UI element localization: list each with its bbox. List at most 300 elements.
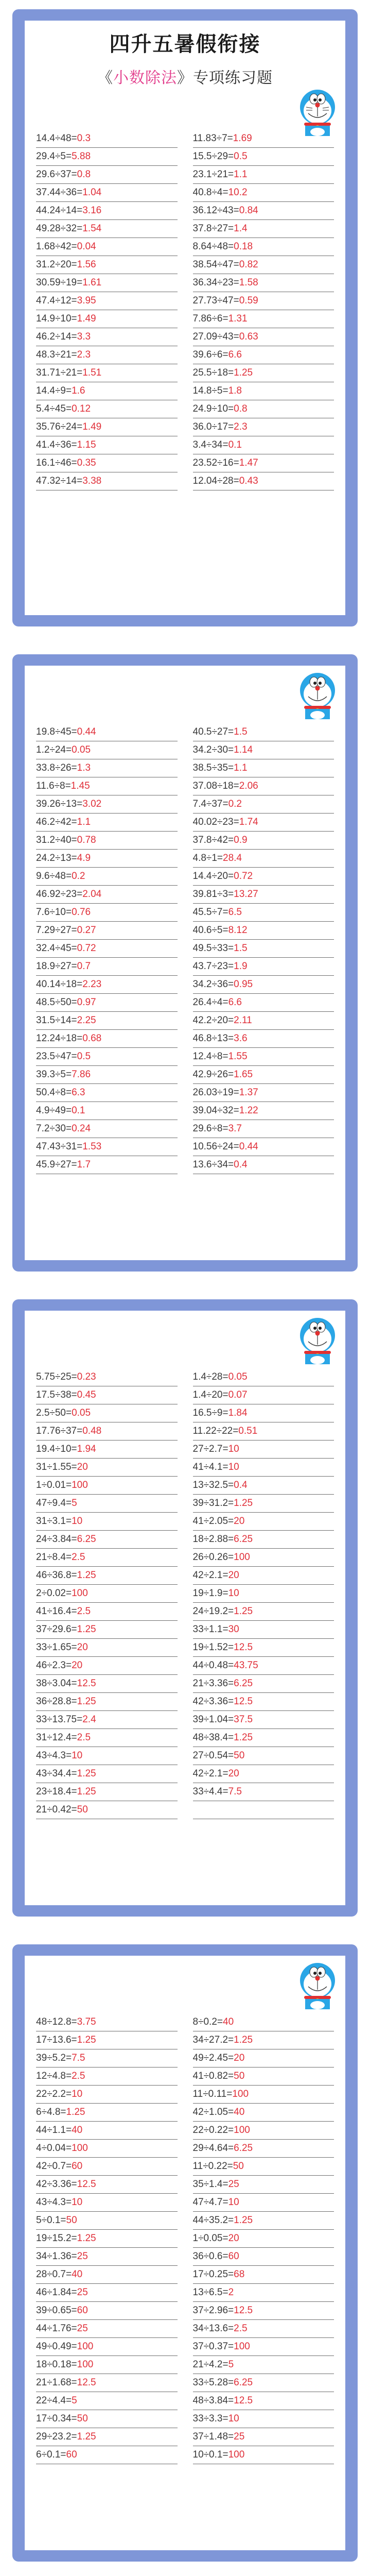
problem-expression: 12÷4.8=	[36, 2071, 72, 2081]
problem-expression: 27÷0.54=	[192, 1750, 234, 1761]
problem-expression: 10.56÷24=	[192, 1141, 239, 1152]
problem-expression: 46÷2.3=	[36, 1660, 72, 1671]
problem-answer: 2.04	[82, 889, 102, 900]
problem-row	[36, 274, 178, 292]
problem-expression: 49.28÷32=	[36, 223, 83, 234]
problem-row	[36, 2176, 178, 2194]
problem-row	[193, 1084, 334, 1102]
problem-answer: 13.27	[234, 889, 258, 900]
problem-row	[36, 2086, 178, 2104]
problem-expression: 12.04÷28=	[192, 476, 239, 486]
problem-expression: 36÷0.6=	[192, 2251, 228, 2262]
problem-row	[36, 346, 178, 364]
problem-answer: 0.97	[77, 997, 96, 1008]
problem-row	[193, 454, 334, 472]
problem-grid	[36, 723, 334, 1174]
problem-expression: 18.9÷27=	[36, 961, 77, 972]
problem-row	[36, 1657, 178, 1675]
problem-row	[193, 1531, 334, 1549]
problem-expression: 14.4÷9=	[36, 385, 72, 396]
problem-answer: 1.65	[234, 1069, 253, 1080]
problem-expression: 24÷3.84=	[36, 1534, 77, 1545]
problem-row	[193, 2049, 334, 2067]
doraemon-icon	[297, 1316, 338, 1365]
problem-answer: 60	[77, 2305, 88, 2316]
problem-expression: 29.6÷37=	[36, 169, 77, 180]
problem-expression: 46.2÷42=	[36, 817, 77, 827]
problem-expression: 5.4÷45=	[36, 403, 72, 414]
problem-row	[193, 2320, 334, 2338]
problem-row	[193, 1440, 334, 1459]
problem-answer: 20	[228, 1570, 239, 1581]
problem-row	[193, 2356, 334, 2374]
problem-row	[36, 400, 178, 418]
problem-answer: 0.8	[77, 169, 91, 180]
problem-expression: 9.6÷48=	[36, 871, 72, 882]
problem-answer: 100	[77, 2359, 94, 2370]
problem-expression: 36÷28.8=	[36, 1696, 77, 1707]
problem-row	[193, 184, 334, 202]
problem-expression: 29.6÷8=	[192, 1123, 228, 1134]
problem-row	[193, 922, 334, 940]
problem-answer: 43.75	[234, 1660, 258, 1671]
problem-answer: 0.68	[82, 1033, 102, 1044]
problem-expression: 41÷2.05=	[192, 1516, 234, 1527]
problem-expression: 40.02÷23=	[192, 817, 239, 827]
problem-answer: 2.23	[82, 979, 102, 990]
problem-expression: 48.3÷21=	[36, 349, 77, 360]
problem-row	[193, 2266, 334, 2284]
problem-row	[36, 1030, 178, 1048]
worksheet-page-3	[12, 1299, 358, 1917]
problem-answer: 10	[72, 2197, 83, 2208]
problem-answer: 1.25	[234, 1606, 253, 1617]
problem-expression: 33÷3.3=	[192, 2413, 228, 2424]
problem-expression: 39.81÷3=	[192, 889, 234, 900]
problem-answer: 0.27	[77, 925, 96, 936]
problem-row	[193, 238, 334, 256]
problem-row	[36, 2302, 178, 2320]
problem-expression: 33÷13.75=	[36, 1714, 83, 1725]
problem-expression: 24.2÷13=	[36, 853, 77, 863]
problem-answer: 50	[77, 2413, 88, 2424]
problem-answer: 1.25	[234, 1732, 253, 1743]
problem-row	[36, 958, 178, 976]
problem-row	[193, 1783, 334, 1801]
problem-answer: 100	[72, 1588, 88, 1599]
problem-expression: 14.4÷20=	[192, 871, 234, 882]
problem-row	[36, 148, 178, 166]
problem-row	[36, 2338, 178, 2356]
problem-expression: 43÷34.4=	[36, 1768, 77, 1779]
problem-answer: 1.51	[82, 367, 102, 378]
problem-answer: 6.25	[234, 2143, 253, 2154]
problem-expression: 27÷2.7=	[192, 1444, 228, 1454]
problem-expression: 34.2÷36=	[192, 979, 234, 990]
problem-answer: 0.72	[234, 871, 253, 882]
problem-expression: 19.4÷10=	[36, 1444, 77, 1454]
problem-expression: 48÷12.8=	[36, 2016, 77, 2027]
problem-row	[36, 454, 178, 472]
problem-answer: 0.05	[72, 744, 91, 755]
problem-answer: 0.51	[238, 1426, 258, 1436]
problem-answer: 0.23	[77, 1371, 96, 1382]
problem-answer: 1.1	[77, 817, 91, 827]
problem-answer: 60	[66, 2449, 77, 2460]
problem-row	[193, 868, 334, 886]
problem-expression: 21÷0.42=	[36, 1804, 77, 1815]
problem-answer: 0.1	[228, 439, 242, 450]
problem-row	[193, 795, 334, 814]
problem-expression: 25.5÷18=	[192, 367, 234, 378]
problem-expression: 42.2÷20=	[192, 1015, 234, 1026]
problem-expression: 41.4÷36=	[36, 439, 77, 450]
problem-answer: 0.12	[72, 403, 91, 414]
problem-expression: 4.9÷49=	[36, 1105, 72, 1116]
problem-row	[193, 850, 334, 868]
problem-expression: 27.73÷47=	[192, 295, 239, 306]
problem-answer: 25	[228, 2179, 239, 2190]
worksheet-page-2	[12, 654, 358, 1272]
problem-row	[36, 436, 178, 454]
problem-answer: 0.18	[234, 241, 253, 252]
problem-expression: 38÷3.04=	[36, 1678, 77, 1689]
problem-expression: 39÷0.65=	[36, 2305, 77, 2316]
problem-answer: 1.94	[77, 1444, 96, 1454]
problem-expression: 48.5÷50=	[36, 997, 77, 1008]
problem-answer: 30	[228, 1624, 239, 1635]
problem-expression: 49÷0.49=	[36, 2341, 77, 2352]
problem-answer: 3.7	[228, 1123, 242, 1134]
problem-answer: 3.75	[77, 2016, 96, 2027]
problem-expression: 1.4÷20=	[192, 1389, 228, 1400]
problem-answer: 7.5	[72, 2053, 85, 2063]
problem-row	[193, 274, 334, 292]
problem-row	[193, 1120, 334, 1138]
problem-answer: 6.25	[234, 1678, 253, 1689]
problem-row	[36, 238, 178, 256]
problem-row	[193, 2031, 334, 2049]
problem-expression: 18÷2.88=	[192, 1534, 234, 1545]
problem-expression: 43÷4.3=	[36, 1750, 72, 1761]
problem-answer: 0.7	[77, 961, 91, 972]
problem-row	[193, 292, 334, 310]
problem-row	[36, 1639, 178, 1657]
problem-answer: 0.72	[77, 943, 96, 954]
problem-expression: 36.12÷43=	[192, 205, 239, 216]
problem-row	[36, 1729, 178, 1747]
problem-row	[193, 472, 334, 490]
problem-answer: 6.6	[228, 997, 242, 1008]
problem-answer: 10.2	[228, 187, 248, 198]
problem-answer: 0.78	[77, 835, 96, 845]
problem-answer: 1.25	[66, 2107, 85, 2117]
problem-row	[36, 832, 178, 850]
problem-row	[36, 328, 178, 346]
problem-row	[36, 2158, 178, 2176]
problem-answer: 1.3	[77, 762, 91, 773]
problem-expression: 23.5÷47=	[36, 1051, 77, 1062]
problem-row	[193, 1567, 334, 1585]
problem-answer: 10	[72, 1516, 83, 1527]
problem-answer: 0.44	[239, 1141, 258, 1152]
problem-answer: 0.05	[228, 1371, 248, 1382]
problem-answer: 2.3	[234, 421, 248, 432]
problem-expression: 7.4÷37=	[192, 799, 228, 809]
problem-answer: 0.8	[234, 403, 248, 414]
problem-row	[36, 1084, 178, 1102]
problem-answer: 50	[233, 2161, 244, 2172]
problem-answer: 1.1	[234, 762, 248, 773]
problem-expression: 28÷0.7=	[36, 2269, 72, 2280]
problem-expression: 16.5÷9=	[192, 1408, 228, 1418]
problem-expression: 11.22÷22=	[192, 1426, 239, 1436]
problem-expression: 33÷4.4=	[192, 1786, 228, 1797]
problem-row	[193, 2067, 334, 2086]
problem-expression: 47.43÷31=	[36, 1141, 83, 1152]
title-block	[36, 31, 334, 88]
problem-expression: 4.8÷1=	[192, 853, 223, 863]
problem-expression: 22÷0.22=	[192, 2125, 234, 2136]
problem-expression: 22÷2.2=	[36, 2089, 72, 2099]
problem-row	[193, 256, 334, 274]
problem-expression: 41÷16.4=	[36, 1606, 77, 1617]
problem-expression: 19÷1.9=	[192, 1588, 228, 1599]
problem-answer: 0.07	[228, 1389, 248, 1400]
doraemon-icon	[297, 1961, 338, 2010]
problem-answer: 1.25	[77, 2035, 96, 2045]
problem-expression: 39.04÷32=	[192, 1105, 239, 1116]
problem-answer: 100	[234, 2341, 250, 2352]
problem-expression: 17÷0.25=	[192, 2269, 234, 2280]
problem-row	[193, 2284, 334, 2302]
problem-row	[36, 1120, 178, 1138]
problem-row	[36, 1765, 178, 1783]
problem-answer: 5.88	[72, 151, 91, 162]
problem-expression: 16.1÷46=	[36, 457, 77, 468]
problem-row	[36, 940, 178, 958]
problem-row	[193, 2194, 334, 2212]
problem-answer: 50	[234, 2071, 245, 2081]
problem-row	[193, 2338, 334, 2356]
problem-answer: 2.5	[72, 2071, 85, 2081]
problem-expression: 37÷29.6=	[36, 1624, 77, 1635]
problem-answer: 28.4	[223, 853, 242, 863]
problem-answer: 12.5	[77, 1678, 96, 1689]
problem-row	[193, 759, 334, 777]
problem-expression: 7.86÷6=	[192, 313, 228, 324]
problem-row	[193, 2248, 334, 2266]
problem-answer: 10	[72, 1750, 83, 1761]
problem-row	[36, 2031, 178, 2049]
problem-expression: 44÷0.48=	[192, 1660, 234, 1671]
problem-expression: 50.4÷8=	[36, 1087, 72, 1098]
problem-row	[193, 1729, 334, 1747]
problem-expression: 37÷1.48=	[192, 2431, 234, 2442]
problem-answer: 1.4	[234, 223, 248, 234]
problem-expression: 49.5÷33=	[192, 943, 234, 954]
problem-expression: 17÷0.34=	[36, 2413, 77, 2424]
problem-row	[193, 346, 334, 364]
problem-expression: 41÷0.82=	[192, 2071, 234, 2081]
problem-expression: 34÷27.2=	[192, 2035, 234, 2045]
problem-row	[36, 1747, 178, 1765]
problem-expression: 19÷1.52=	[192, 1642, 234, 1653]
problem-row	[36, 1495, 178, 1513]
problem-row	[36, 741, 178, 759]
problem-expression: 19÷15.2=	[36, 2233, 77, 2244]
problem-answer: 2	[228, 2287, 234, 2298]
problem-answer: 40	[234, 2107, 245, 2117]
problem-expression: 7.6÷10=	[36, 907, 72, 918]
problem-row	[36, 1567, 178, 1585]
page-subtitle	[97, 65, 273, 88]
problem-answer: 50	[77, 1804, 88, 1815]
problem-answer: 100	[77, 2341, 94, 2352]
problem-answer: 20	[228, 1768, 239, 1779]
problem-expression: 43.7÷23=	[192, 961, 234, 972]
problem-expression: 1.68÷42=	[36, 241, 77, 252]
problem-expression: 33.8÷26=	[36, 762, 77, 773]
worksheet-sheet	[25, 1311, 345, 1905]
problem-answer: 3.95	[77, 295, 96, 306]
problem-expression: 14.9÷10=	[36, 313, 77, 324]
problem-answer: 20	[72, 1660, 83, 1671]
problem-row	[36, 2194, 178, 2212]
problem-expression: 42÷2.1=	[192, 1570, 228, 1581]
problem-expression: 47÷4.7=	[192, 2197, 228, 2208]
problem-answer: 12.5	[234, 1642, 253, 1653]
problem-answer: 0.04	[77, 241, 96, 252]
problem-expression: 35÷1.4=	[192, 2179, 228, 2190]
problem-answer: 1.25	[77, 1786, 96, 1797]
page-title: 四升五暑假衔接	[109, 33, 261, 56]
problem-row	[36, 759, 178, 777]
problem-row	[193, 1030, 334, 1048]
problem-answer: 1.15	[77, 439, 96, 450]
problem-row	[36, 1368, 178, 1386]
problem-expression: 14.4÷48=	[36, 133, 77, 144]
problem-answer: 25	[77, 2323, 88, 2334]
problem-row	[36, 2428, 178, 2446]
problem-expression: 39÷31.2=	[192, 1498, 234, 1509]
problem-expression: 41÷4.1=	[192, 1462, 228, 1472]
problem-answer: 0.4	[234, 1159, 248, 1170]
problem-row	[193, 2086, 334, 2104]
problem-row	[193, 1156, 334, 1174]
problem-answer: 7.5	[228, 1786, 242, 1797]
problem-row	[193, 382, 334, 400]
problem-answer: 100	[72, 1480, 88, 1490]
problem-row	[36, 1621, 178, 1639]
problem-row	[193, 1404, 334, 1422]
problem-row	[193, 1765, 334, 1783]
problem-row	[193, 2410, 334, 2428]
problem-expression: 39÷1.04=	[192, 1714, 234, 1725]
problem-expression: 34÷13.6=	[192, 2323, 234, 2334]
problem-row	[193, 886, 334, 904]
problem-answer: 1.25	[77, 2233, 96, 2244]
problem-expression: 42.9÷26=	[192, 1069, 234, 1080]
problem-answer: 0.48	[82, 1426, 102, 1436]
problem-answer: 1.58	[239, 277, 258, 288]
problem-expression: 31÷12.4=	[36, 1732, 77, 1743]
problem-expression: 37.44÷36=	[36, 187, 83, 198]
problem-row	[193, 2374, 334, 2392]
problem-expression: 39.3÷5=	[36, 1069, 72, 1080]
problem-row	[193, 940, 334, 958]
problem-answer: 5	[228, 2359, 234, 2370]
problem-row	[193, 1747, 334, 1765]
problem-answer: 20	[228, 2233, 239, 2244]
problem-answer: 3.6	[234, 1033, 248, 1044]
problem-expression: 6÷0.1=	[36, 2449, 66, 2460]
problem-expression: 42÷3.36=	[36, 2179, 77, 2190]
problem-answer: 1.49	[82, 421, 102, 432]
problem-expression: 21÷4.2=	[192, 2359, 228, 2370]
problem-row	[193, 400, 334, 418]
problem-expression: 38.5÷35=	[192, 762, 234, 773]
problem-expression: 30.59÷19=	[36, 277, 83, 288]
problem-expression: 36.34÷23=	[192, 277, 239, 288]
problem-expression: 11.83÷7=	[192, 133, 233, 144]
problem-expression: 43÷4.3=	[36, 2197, 72, 2208]
problem-row	[36, 364, 178, 382]
problem-expression: 4÷0.04=	[36, 2143, 72, 2154]
problem-answer: 0.95	[234, 979, 253, 990]
problem-expression: 13÷6.5=	[192, 2287, 228, 2298]
problem-row	[36, 1585, 178, 1603]
worksheet-page-4	[12, 1944, 358, 2562]
problem-expression: 35.76÷24=	[36, 421, 83, 432]
problem-expression: 1.4÷28=	[192, 1371, 228, 1382]
problem-expression: 42÷3.36=	[192, 1696, 234, 1707]
problem-grid	[36, 1368, 334, 1819]
problem-row	[193, 328, 334, 346]
problem-row	[36, 850, 178, 868]
problem-row	[36, 723, 178, 741]
problem-expression: 24÷19.2=	[192, 1606, 234, 1617]
problem-answer: 0.9	[234, 835, 248, 845]
problem-expression: 31.2÷40=	[36, 835, 77, 845]
problem-answer: 50	[66, 2215, 77, 2226]
problem-answer: 1.04	[82, 187, 102, 198]
subtitle-topic: 小数除法	[113, 70, 177, 87]
problem-expression: 26.4÷4=	[192, 997, 228, 1008]
problem-expression: 29÷4.64=	[192, 2143, 234, 2154]
problem-row	[36, 976, 178, 994]
problem-row	[36, 2356, 178, 2374]
problem-answer: 100	[228, 2449, 245, 2460]
problem-row	[36, 2013, 178, 2031]
problem-row	[36, 1404, 178, 1422]
problem-answer: 1.1	[234, 169, 248, 180]
problem-expression: 45.5÷7=	[192, 907, 228, 918]
problem-row	[36, 1693, 178, 1711]
problem-row	[36, 472, 178, 490]
problem-row	[193, 1639, 334, 1657]
problem-answer: 1.47	[239, 457, 258, 468]
problem-row	[193, 202, 334, 220]
problem-answer: 0.76	[72, 907, 91, 918]
problem-row	[36, 2320, 178, 2338]
problem-row	[36, 220, 178, 238]
problem-answer: 0.24	[72, 1123, 91, 1134]
problem-row	[193, 1675, 334, 1693]
problem-expression: 23.52÷16=	[192, 457, 239, 468]
problem-answer: 20	[77, 1642, 88, 1653]
problem-answer: 12.5	[77, 2377, 96, 2388]
